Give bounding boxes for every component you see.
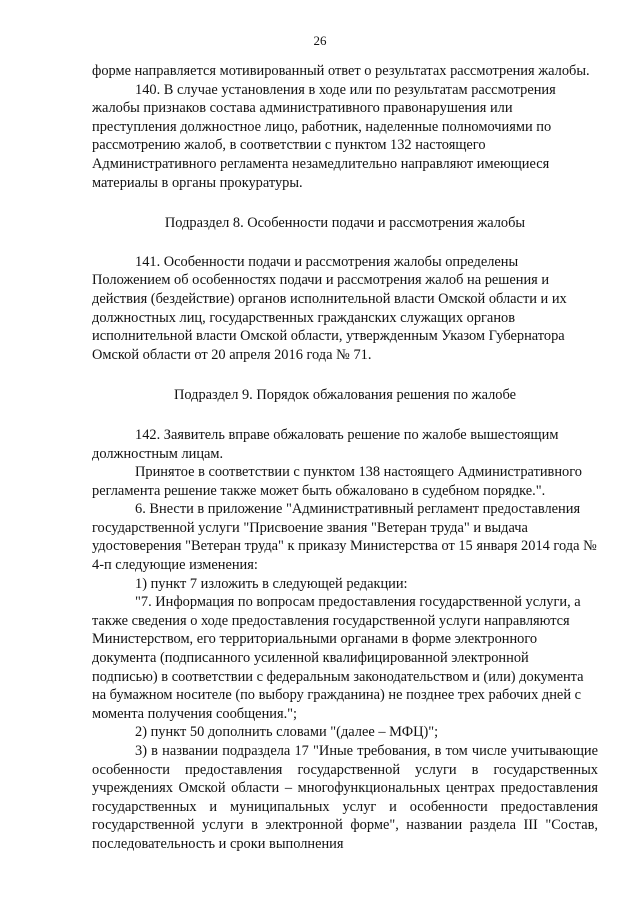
paragraph-7-quote: "7. Информация по вопросам предоставления государственной услуги, а также сведения о ходе предоставления государственной услуги направляются Министерством, его территориальными органами в форме электронного документа (подписанного усиленной квалифицированной электронной подписью) в соответствии с федеральным законодательством и (или) документа на бумажном носителе (по выбору гражданина) не позднее трех рабочих дней с момента получения сообщения."; <box>92 594 584 722</box>
paragraph-140: 140. В случае установления в ходе или по результатам рассмотрения жалобы признаков состава административного правонарушения или преступления должностное лицо, работник, наделенные полномочиями по рассмотрению жалоб, в соответствии с пунктом 132 настоящего Административного регламента незамедлительно направляют имеющиеся материалы в органы прокуратуры. <box>92 81 556 191</box>
paragraph-141: 141. Особенности подачи и рассмотрения жалобы определены Положением об особенностях подачи и рассмотрения жалоб на решения и действия (бездействие) органов исполнительной власти Омской области и их должностных лиц, государственных гражданских служащих органов исполнительной власти Омской области, утвержденным Указом Губернатора Омской области от 20 апреля 2016 года № 71. <box>92 253 567 363</box>
list-item-3: 3) в названии подраздела 17 "Иные требования, в том числе учитывающие особенности предоставления государственной услуги в государственных учреждениях Омской области – многофункциональных центрах предоставления государственных и муниципальных услуг и особенности предоставления государственной услуги в электронной форме", названии раздела III "Состав, последовательность и сроки выполнения <box>92 743 598 852</box>
page-number: 26 <box>313 33 327 48</box>
paragraph-6: 6. Внести в приложение "Административный регламент предоставления государственной услуги "Присвоение звания "Ветеран труда" и выдача удостоверения "Ветеран труда" к приказу Министерства от 15 января 2014 года № 4-п следующие изменения: <box>92 501 597 574</box>
subsection-heading-9: Подраздел 9. Порядок обжалования решения по жалобе <box>173 387 516 404</box>
list-item-2: 2) пункт 50 дополнить словами "(далее – МФЦ)"; <box>135 724 439 741</box>
paragraph-continuation: форме направляется мотивированный ответ о результатах рассмотрения жалобы. <box>92 63 590 79</box>
document-body <box>92 62 598 854</box>
paragraph-142: 142. Заявитель вправе обжаловать решение по жалобе вышестоящим должностным лицам. <box>92 426 559 462</box>
list-item-1: 1) пункт 7 изложить в следующей редакции: <box>135 575 408 592</box>
paragraph-142-continued: Принятое в соответствии с пунктом 138 настоящего Административного регламента решение также может быть обжаловано в судебном порядке.". <box>92 464 582 499</box>
subsection-heading-8: Подраздел 8. Особенности подачи и рассмотрения жалобы <box>164 215 526 232</box>
